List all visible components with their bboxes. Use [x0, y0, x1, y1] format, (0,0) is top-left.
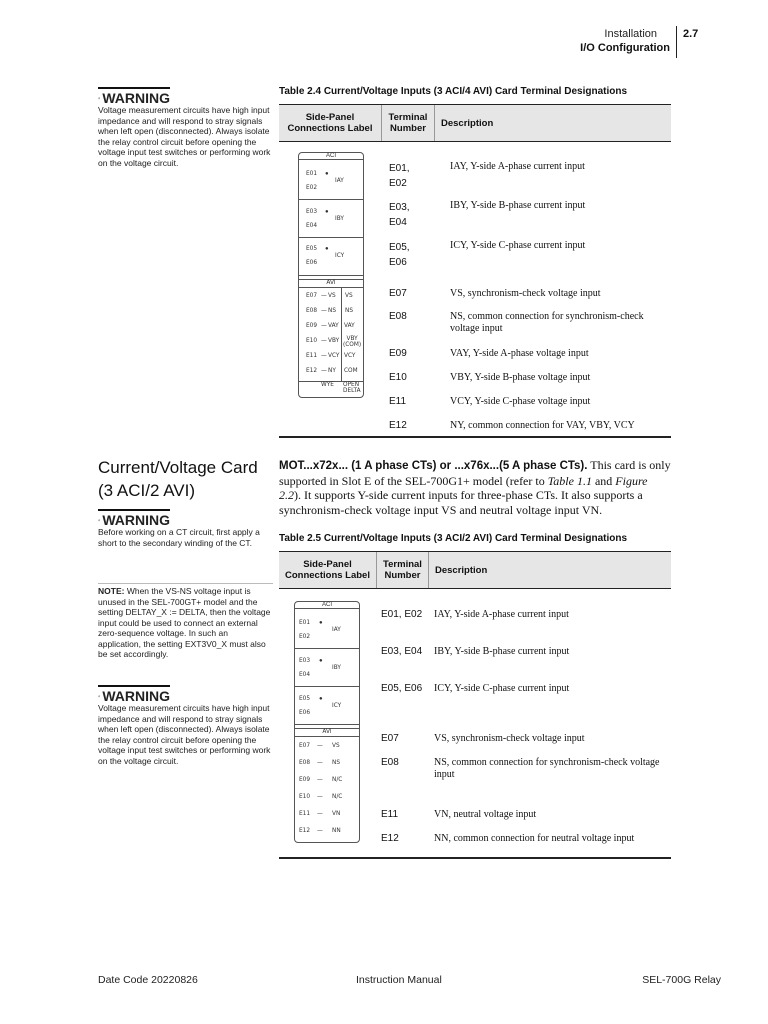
- terminal-label: E10: [306, 338, 318, 344]
- table-2-4-header: [279, 104, 671, 142]
- col-header-label: Side-Panel Connections Label: [279, 552, 377, 588]
- terminal-label: E04: [299, 672, 311, 678]
- channel-label: VBY: [328, 338, 340, 344]
- terminal-number: E08: [389, 311, 407, 322]
- channel-label: VS: [328, 293, 336, 299]
- terminal-label: E12: [299, 828, 311, 834]
- terminal-label: E07: [306, 293, 318, 299]
- row-description: ICY, Y-side C-phase current input: [450, 240, 586, 251]
- channel-label: VN: [332, 811, 341, 817]
- table-2-4-bottom-rule: [279, 436, 671, 438]
- terminal-number: E11: [389, 396, 407, 407]
- channel-label: COM: [344, 368, 358, 374]
- row-description: NY, common connection for VAY, VBY, VCY: [450, 420, 635, 431]
- channel-label: NS: [345, 308, 354, 314]
- figure-reference-link[interactable]: Figure 2.2: [279, 473, 648, 502]
- row-description: VN, neutral voltage input: [434, 809, 537, 820]
- terminal-number: E01, E02: [389, 163, 410, 189]
- avi-label: AVI: [326, 280, 336, 286]
- terminal-number: E01, E02: [381, 609, 423, 620]
- row-description: VS, synchronism-check voltage input: [450, 288, 601, 299]
- terminal-label: E08: [299, 760, 311, 766]
- note-text: When the VS-NS voltage input is unused in the SEL-700GT+ model and the setting DELTAY_X := DELTA, then the voltage input could be used to connect an external zero-sequence voltage. In such an application, the setting EXT3V0_X must also be set accordingly.: [98, 586, 271, 659]
- connector-diagram-3aci-2avi: ACI E01 E02 IAY ● E03 E04 IBY ● E05 E06 ICY ● AVI E07 — VS E08 — NS E09 — N/C E10 — N/C E11 — VN E12 — NN: [294, 601, 360, 843]
- row-description: NS, common connection for synchronism-check voltage input: [450, 311, 644, 334]
- terminal-label: E12: [306, 368, 318, 374]
- side-warning-3: [98, 685, 273, 766]
- terminal-label: E02: [306, 185, 318, 191]
- header-section: Installation: [604, 28, 657, 40]
- channel-label: NS: [328, 308, 337, 314]
- card-intro-paragraph: [279, 458, 671, 517]
- terminal-label: E07: [299, 743, 311, 749]
- channel-label: VCY: [328, 353, 340, 359]
- terminal-label: E11: [299, 811, 311, 817]
- table-2-5-bottom-rule: [279, 857, 671, 859]
- avi-label: AVI: [322, 729, 332, 735]
- row-description: VS, synchronism-check voltage input: [434, 733, 585, 744]
- channel-label: VS: [332, 743, 340, 749]
- terminal-label: E03: [299, 658, 311, 664]
- col-header-terminal: Terminal Number: [377, 552, 429, 588]
- terminal-label: E05: [306, 246, 318, 252]
- terminal-label: E06: [306, 260, 318, 266]
- channel-label: IAY: [332, 627, 341, 633]
- channel-label: IBY: [332, 665, 341, 671]
- terminal-number: E11: [381, 809, 399, 820]
- warning-triangle-icon: [98, 689, 100, 703]
- terminal-number: E05, E06: [381, 683, 423, 694]
- terminal-label: E09: [299, 777, 311, 783]
- terminal-label: E03: [306, 209, 318, 215]
- row-description: IAY, Y-side A-phase current input: [434, 609, 569, 620]
- table-2-5-header: [279, 551, 671, 589]
- footer-manual-title: Instruction Manual: [356, 974, 442, 986]
- warning-triangle-icon: [98, 513, 100, 527]
- terminal-label: E05: [299, 696, 311, 702]
- connector-diagram-3aci-4avi: ACI E01 E02 IAY ● E03 E04 IBY ● E05 E06 ICY ● AVI E07 — VS VS E08 — NS NS E09 — VAY VAY E10 — VBY VBY (COM) E11 — VCY VCY E12 — NY COM WYE OPEN DELTA: [298, 152, 364, 398]
- intro-text: and: [591, 473, 616, 488]
- aci-label: ACI: [295, 602, 359, 609]
- terminal-number: E12: [389, 420, 407, 431]
- header-divider: [676, 26, 677, 58]
- terminal-number: E03, E04: [389, 202, 410, 228]
- warning-heading: [98, 87, 170, 105]
- section-title-line-2: (3 ACI/2 AVI): [98, 481, 196, 500]
- channel-label: ICY: [332, 703, 342, 709]
- channel-label: VCY: [344, 353, 356, 359]
- intro-bold: MOT...x72x... (1 A phase CTs) or ...x76x...(5 A phase CTs).: [279, 460, 588, 472]
- section-title: [98, 456, 258, 502]
- terminal-label: E11: [306, 353, 318, 359]
- side-note: [98, 583, 273, 660]
- header-subsection: I/O Configuration: [580, 42, 670, 54]
- warning-title: WARNING: [102, 89, 170, 106]
- table-reference-link[interactable]: Table 1.1: [547, 473, 592, 488]
- intro-text: This card is only supported in Slot E of the SEL-700G1+ model (refer to: [279, 458, 671, 488]
- channel-label: ICY: [335, 253, 345, 259]
- warning-text: Before working on a CT circuit, first apply a short to the secondary winding of the CT.: [98, 527, 260, 548]
- terminal-number: E10: [389, 372, 407, 383]
- warning-text: Voltage measurement circuits have high input impedance and will respond to stray signals when left open (disconnected). Always isolate the relay control circuit before opening the voltage input test switches or performing work on the voltage circuit.: [98, 105, 271, 168]
- channel-label: N/C: [332, 777, 343, 783]
- note-heading: NOTE:: [98, 586, 125, 596]
- warning-text: Voltage measurement circuits have high input impedance and will respond to stray signals when left open (disconnected). Always isolate the relay control circuit before opening the voltage input test switches or performing work on the voltage circuit.: [98, 703, 271, 766]
- warning-title: WARNING: [102, 687, 170, 704]
- terminal-label: E10: [299, 794, 311, 800]
- row-description: VAY, Y-side A-phase voltage input: [450, 348, 589, 359]
- channel-label: VBY (COM): [343, 336, 362, 348]
- terminal-number: E08: [381, 757, 399, 768]
- side-warning-2: [98, 509, 273, 548]
- terminal-number: E12: [381, 833, 399, 844]
- terminal-label: E06: [299, 710, 311, 716]
- section-title-line-1: Current/Voltage Card: [98, 458, 258, 477]
- terminal-number: E07: [389, 288, 407, 299]
- row-description: NS, common connection for synchronism-check voltage input: [434, 757, 660, 780]
- aci-label: ACI: [299, 153, 363, 160]
- wye-label: WYE: [321, 382, 334, 388]
- channel-label: NN: [332, 828, 341, 834]
- row-description: ICY, Y-side C-phase current input: [434, 683, 570, 694]
- terminal-number: E09: [389, 348, 407, 359]
- footer-date-code: Date Code 20220826: [98, 974, 198, 986]
- terminal-number: E05, E06: [389, 242, 410, 268]
- table-2-4-caption: Table 2.4 Current/Voltage Inputs (3 ACI/4 AVI) Card Terminal Designations: [279, 86, 628, 97]
- terminal-label: E01: [306, 171, 318, 177]
- footer-product-name: SEL-700G Relay: [642, 974, 721, 986]
- warning-heading: [98, 509, 170, 527]
- page-number: 2.7: [683, 28, 699, 40]
- row-description: NN, common connection for neutral voltage input: [434, 833, 635, 844]
- row-description: VCY, Y-side C-phase voltage input: [450, 396, 591, 407]
- channel-label: NY: [328, 368, 336, 374]
- warning-triangle-icon: [98, 91, 100, 105]
- col-header-description: Description: [441, 117, 494, 129]
- row-description: IAY, Y-side A-phase current input: [450, 161, 585, 172]
- col-header-description: Description: [435, 564, 488, 576]
- row-description: IBY, Y-side B-phase current input: [450, 200, 586, 211]
- intro-text: ). It supports Y-side current inputs for three-phase CTs. It also supports a synchronism-check voltage input VS and neutral voltage input VN.: [279, 488, 643, 517]
- channel-label: VS: [345, 293, 353, 299]
- row-description: IBY, Y-side B-phase current input: [434, 646, 570, 657]
- channel-label: VAY: [328, 323, 339, 329]
- terminal-number: E03, E04: [381, 646, 423, 657]
- terminal-label: E02: [299, 634, 311, 640]
- open-delta-label: OPEN DELTA: [343, 382, 361, 394]
- warning-title: WARNING: [102, 511, 170, 528]
- warning-heading: [98, 685, 170, 703]
- channel-label: N/C: [332, 794, 343, 800]
- col-header-label: Side-Panel Connections Label: [279, 105, 382, 141]
- channel-label: VAY: [344, 323, 355, 329]
- side-warning-1: [98, 87, 273, 168]
- row-description: VBY, Y-side B-phase voltage input: [450, 372, 591, 383]
- channel-label: IBY: [335, 216, 344, 222]
- channel-label: NS: [332, 760, 341, 766]
- table-2-5-caption: Table 2.5 Current/Voltage Inputs (3 ACI/2 AVI) Card Terminal Designations: [279, 533, 628, 544]
- col-header-terminal: Terminal Number: [382, 105, 435, 141]
- terminal-label: E09: [306, 323, 318, 329]
- terminal-label: E08: [306, 308, 318, 314]
- terminal-label: E01: [299, 620, 311, 626]
- terminal-number: E07: [381, 733, 399, 744]
- channel-label: IAY: [335, 178, 344, 184]
- terminal-label: E04: [306, 223, 318, 229]
